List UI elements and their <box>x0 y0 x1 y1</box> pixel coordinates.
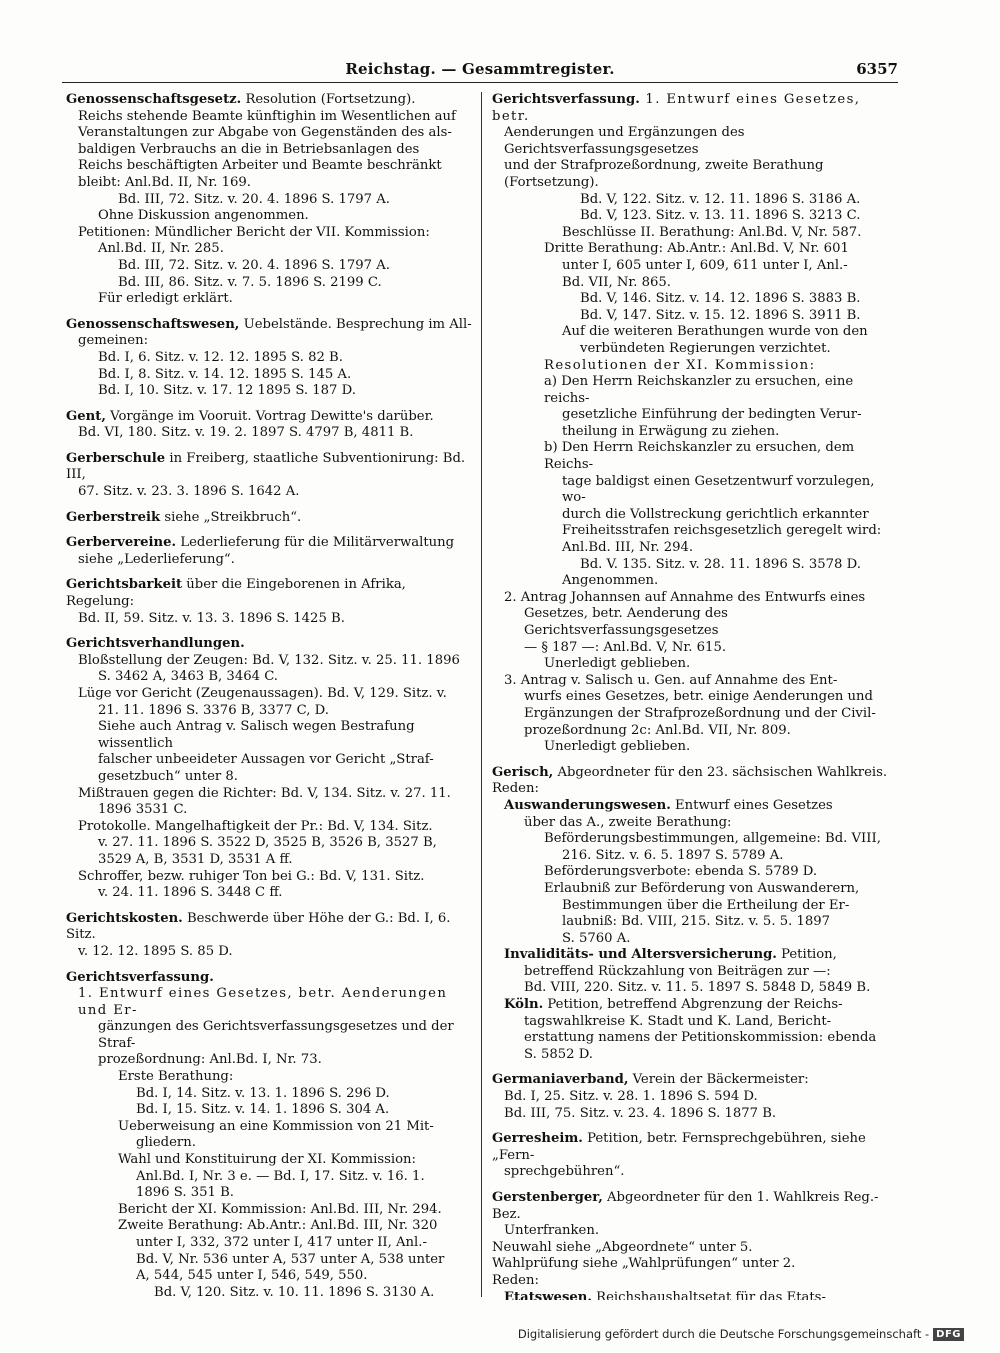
entry-gap <box>492 1122 902 1131</box>
headword: Gerichtsverfassung. <box>66 969 214 985</box>
index-entry-line <box>66 333 476 350</box>
index-entry-line <box>492 590 902 607</box>
index-entry-line <box>66 484 476 501</box>
entry-text: Beförderungsverbote: ebenda S. 5789 D. <box>544 864 818 880</box>
index-entry-line <box>492 739 902 756</box>
index-entry-line <box>492 474 902 507</box>
index-entry-headword-line <box>66 535 476 552</box>
index-entry-line <box>66 1268 476 1285</box>
index-entry-line <box>66 944 476 961</box>
index-entry-line <box>492 1240 902 1257</box>
index-entry-line <box>492 1223 902 1240</box>
index-entry-line <box>492 341 902 358</box>
entry-text: Verein der Bäckermeister: <box>628 1072 809 1088</box>
index-entry-line <box>66 1202 476 1219</box>
index-entry-line <box>66 885 476 902</box>
index-entry-line <box>492 324 902 341</box>
index-entry-line <box>66 1152 476 1169</box>
entry-text: S. 3462 A, 3463 B, 3464 C. <box>98 669 279 685</box>
entry-text: gänzungen des Gerichtsverfassungsgesetzes und der Straf- <box>98 1019 454 1051</box>
index-entry-line <box>66 1218 476 1235</box>
entry-text: Neuwahl siehe „Abgeordnete“ unter 5. <box>492 1239 753 1255</box>
index-entry-line <box>66 383 476 400</box>
index-entry-line <box>66 1169 476 1186</box>
entry-text: Bd. II, 59. Sitz. v. 13. 3. 1896 S. 1425 B. <box>78 610 345 626</box>
entry-text: Beschwerde über Höhe der G.: Bd. I, 6. Sitz. <box>66 910 451 943</box>
entry-text: Resolutionen der XI. Kommission: <box>544 357 816 373</box>
index-entry-line <box>66 986 476 1019</box>
entry-text: 1. Entwurf eines Gesetzes, betr. <box>492 92 861 124</box>
headword: Gerichtsverhandlungen. <box>66 636 245 652</box>
entry-text: Erlaubniß zur Beförderung von Auswanderern, <box>544 880 860 896</box>
entry-text: Bd. VI, 180. Sitz. v. 19. 2. 1897 S. 4797 B, 4811 B. <box>78 425 414 441</box>
index-entry-line <box>492 540 902 557</box>
entry-text: prozeßordnung: Anl.Bd. I, Nr. 73. <box>98 1052 322 1068</box>
index-entry-line <box>66 1252 476 1269</box>
entry-gap <box>66 961 476 970</box>
entry-text: Erste Berathung: <box>118 1069 234 1085</box>
index-entry-line <box>66 669 476 686</box>
index-entry-line <box>66 719 476 752</box>
index-entry-line <box>492 125 902 158</box>
entry-gap <box>66 442 476 451</box>
entry-text: Vorgänge im Vooruit. Vortrag Dewitte's darüber. <box>105 408 434 424</box>
entry-gap <box>66 400 476 409</box>
index-entry-line <box>492 931 902 948</box>
index-entry-line <box>492 723 902 740</box>
index-entry-line <box>492 258 902 275</box>
index-entry-headword-line <box>492 765 902 798</box>
entry-text: Abgeordneter für den 1. Wahlkreis Reg.-Bez. <box>492 1190 879 1222</box>
entry-text: Protokolle. Mangelhaftigkeit der Pr.: Bd. V, 134. Sitz. <box>78 818 433 834</box>
entry-text: Schroffer, bezw. ruhiger Ton bei G.: Bd. V, 131. Sitz. <box>78 868 425 884</box>
entry-text: gesetzliche Einführung der bedingten Verur- <box>562 407 862 423</box>
index-entry-line <box>66 1069 476 1086</box>
entry-text: Unerledigt geblieben. <box>544 656 691 672</box>
entry-text: Ohne Diskussion angenommen. <box>98 208 309 224</box>
entry-text: 3. Antrag v. Salisch u. Gen. auf Annahme des Ent- <box>504 672 838 688</box>
headword: Genossenschaftsgesetz. <box>66 92 242 107</box>
entry-text: Bd. V. 135. Sitz. v. 28. 11. 1896 S. 3578 D. <box>580 556 861 572</box>
index-entry-line <box>492 208 902 225</box>
index-entry-line <box>66 835 476 852</box>
headword: Gerresheim. <box>492 1131 583 1147</box>
index-entry-line <box>492 1089 902 1106</box>
index-entry-headword-line <box>492 1290 902 1300</box>
entry-text: Unerledigt geblieben. <box>544 739 691 755</box>
index-entry-line <box>492 308 902 325</box>
headword: Gerisch, <box>492 764 554 780</box>
index-entry-line <box>492 1047 902 1064</box>
index-entry-line <box>492 1014 902 1031</box>
entry-text: Beförderungsbestimmungen, allgemeine: Bd. VIII, <box>544 831 881 847</box>
index-entry-line <box>492 848 902 865</box>
headword: Gerbervereine. <box>66 535 177 551</box>
index-entry-headword-line <box>66 636 476 653</box>
entry-text: Bd. III, 75. Sitz. v. 23. 4. 1896 S. 1877 B. <box>504 1105 777 1121</box>
entry-text: Bericht der XI. Kommission: Anl.Bd. III, Nr. 294. <box>118 1201 442 1217</box>
entry-text: Bestimmungen über die Ertheilung der Er- <box>562 897 850 913</box>
index-entry-line <box>66 425 476 442</box>
index-entry-line <box>492 507 902 524</box>
entry-text: Lederlieferung für die Militärverwaltung <box>176 535 455 551</box>
index-entry-line <box>492 557 902 574</box>
right-column <box>492 92 902 1300</box>
entry-text: theilung in Erwägung zu ziehen. <box>562 423 780 439</box>
index-entry-line <box>492 291 902 308</box>
footer-credit <box>518 1327 964 1341</box>
entry-text: gesetzbuch“ unter 8. <box>98 768 238 784</box>
entry-text: Dritte Berathung: Ab.Antr.: Anl.Bd. V, Nr. 601 <box>544 241 849 257</box>
entry-text: Uebelstände. Besprechung im All- <box>239 316 472 332</box>
entry-text: 3529 A, B, 3531 D, 3531 A ff. <box>98 851 293 867</box>
index-entry-line <box>66 1119 476 1136</box>
entry-text: und der Strafprozeßordnung, zweite Berathung (Fortsetzung). <box>504 158 824 190</box>
dfg-logo: DFG <box>933 1328 964 1341</box>
index-entry-headword-line <box>66 577 476 610</box>
entry-text: baldigen Verbrauchs an die in Betriebsanlagen des <box>78 141 420 157</box>
entry-text: Beschlüsse II. Berathung: Anl.Bd. V, Nr. 587. <box>562 224 862 240</box>
index-entry-line <box>66 852 476 869</box>
index-entry-line <box>492 1164 902 1181</box>
entry-gap <box>492 1181 902 1190</box>
entry-gap <box>66 526 476 535</box>
index-entry-line <box>66 1135 476 1152</box>
entry-text: Reichshaushaltsetat für das Etats- <box>591 1289 826 1300</box>
index-entry-line <box>492 706 902 723</box>
index-entry-line <box>66 611 476 628</box>
index-entry-line <box>66 653 476 670</box>
entry-text: Entwurf eines Gesetzes <box>670 797 833 813</box>
entry-gap <box>66 627 476 636</box>
entry-text: durch die Vollstreckung gerichtlich erkannter <box>562 506 869 522</box>
index-entry-headword-line <box>66 409 476 426</box>
index-entry-line <box>492 673 902 690</box>
entry-text: a) Den Herrn Reichskanzler zu ersuchen, eine reichs- <box>544 374 854 406</box>
entry-text: b) Den Herrn Reichskanzler zu ersuchen, dem Reichs- <box>544 440 855 473</box>
running-title: Reichstag. — Gesammtregister. <box>345 60 615 78</box>
entry-text: Bd. I, 15. Sitz. v. 14. 1. 1896 S. 304 A. <box>136 1102 390 1118</box>
index-entry-line <box>66 291 476 308</box>
entry-text: Bd. I, 8. Sitz. v. 14. 12. 1895 S. 145 A. <box>98 366 352 382</box>
entry-text: 1. Entwurf eines Gesetzes, betr. Aenderungen und Er- <box>78 986 448 1018</box>
index-entry-line <box>492 815 902 832</box>
entry-text: Veranstaltungen zur Abgabe von Gegenständen des als- <box>78 125 452 141</box>
index-entry-headword-line <box>492 947 902 964</box>
entry-text: verbündeten Regierungen verzichtet. <box>580 340 831 356</box>
index-entry-line <box>66 769 476 786</box>
entry-text: in Freiberg, staatliche Subventionirung: Bd. III, <box>66 450 466 483</box>
index-entry-headword-line <box>66 970 476 987</box>
entry-text: wurfs eines Gesetzes, betr. einige Aenderungen und <box>524 689 873 705</box>
entry-text: — § 187 —: Anl.Bd. V, Nr. 615. <box>524 639 727 655</box>
entry-text: erstattung namens der Petitionskommission: ebenda <box>524 1030 877 1046</box>
entry-text: Bd. I, 6. Sitz. v. 12. 12. 1895 S. 82 B. <box>98 349 343 365</box>
index-entry-line <box>66 125 476 142</box>
index-entry-line <box>492 424 902 441</box>
index-entry-line <box>66 275 476 292</box>
index-entry-line <box>492 1106 902 1123</box>
entry-text: Freiheitsstrafen reichsgesetzlich geregelt wird: <box>562 523 882 539</box>
entry-text: unter I, 332, 372 unter I, 417 unter II, Anl.- <box>136 1235 427 1250</box>
entry-text: über die Eingeborenen in Afrika, Regelung: <box>66 577 406 610</box>
entry-text: v. 24. 11. 1896 S. 3448 C ff. <box>98 885 283 901</box>
entry-text: tagswahlkreise K. Stadt und K. Land, Bericht- <box>524 1013 832 1029</box>
entry-text: Anl.Bd. II, Nr. 285. <box>98 241 224 257</box>
page-number: 6357 <box>856 60 898 78</box>
index-entry-line <box>66 1285 476 1300</box>
entry-text: Wahlprüfung siehe „Wahlprüfungen“ unter 2. <box>492 1256 796 1272</box>
index-entry-line <box>66 786 476 803</box>
entry-text: gliedern. <box>136 1135 196 1151</box>
index-entry-line <box>66 241 476 258</box>
index-entry-line <box>492 407 902 424</box>
index-entry-line <box>66 819 476 836</box>
headword: Genossenschaftswesen, <box>66 316 240 332</box>
entry-text: Lüge vor Gericht (Zeugenaussagen). Bd. V, 129. Sitz. v. <box>78 686 447 701</box>
index-entry-headword-line <box>492 798 902 815</box>
index-entry-line <box>492 864 902 881</box>
index-entry-line <box>492 656 902 673</box>
entry-text: über das A., zweite Berathung: <box>524 814 732 830</box>
index-entry-line <box>492 831 902 848</box>
index-entry-line <box>66 869 476 886</box>
index-entry-line <box>492 440 902 473</box>
entry-text: laubniß: Bd. VIII, 215. Sitz. v. 5. 5. 1897 <box>562 914 831 930</box>
entry-text: Bd. V, 122. Sitz. v. 12. 11. 1896 S. 3186 A. <box>580 191 861 207</box>
index-entry-line <box>66 1086 476 1103</box>
index-entry-headword-line <box>66 911 476 944</box>
entry-text: Aenderungen und Ergänzungen des Gerichtsverfassungsgesetzes <box>504 125 745 157</box>
entry-text: siehe „Lederlieferung“. <box>78 551 235 567</box>
index-entry-line <box>66 142 476 159</box>
left-column <box>66 92 476 1300</box>
index-entry-line <box>66 1052 476 1069</box>
entry-text: Ueberweisung an eine Kommission von 21 Mit- <box>118 1118 434 1134</box>
index-entry-headword-line <box>492 92 902 125</box>
index-entry-line <box>492 192 902 209</box>
index-entry-line <box>492 523 902 540</box>
index-entry-line <box>66 802 476 819</box>
headword: Etatswesen. <box>504 1289 592 1300</box>
entry-gap <box>66 501 476 510</box>
entry-text: Bd. I, 14. Sitz. v. 13. 1. 1896 S. 296 D. <box>136 1085 390 1101</box>
entry-text: Anl.Bd. I, Nr. 3 e. — Bd. I, 17. Sitz. v. 16. 1. <box>136 1168 425 1184</box>
index-entry-line <box>492 640 902 657</box>
entry-text: v. 27. 11. 1896 S. 3522 D, 3525 B, 3526 B, 3527 B, <box>98 835 437 851</box>
headword: Gerberstreik <box>66 509 161 525</box>
entry-text: prozeßordnung 2c: Anl.Bd. VII, Nr. 809. <box>524 722 791 738</box>
entry-text: Mißtrauen gegen die Richter: Bd. V, 134. Sitz. v. 27. 11. <box>78 785 451 801</box>
index-entry-line <box>492 606 902 639</box>
index-entry-line <box>66 703 476 720</box>
headword: Gerichtsbarkeit <box>66 577 183 593</box>
index-entry-line <box>492 1273 902 1290</box>
entry-text: Reichs beschäftigten Arbeiter und Beamte beschränkt <box>78 158 442 174</box>
entry-text: Bd. V, 123. Sitz. v. 13. 11. 1896 S. 3213 C. <box>580 208 861 224</box>
headword: Invaliditäts- und Altersversicherung. <box>504 947 777 963</box>
index-entry-line <box>66 1185 476 1202</box>
headword: Gerichtskosten. <box>66 910 183 926</box>
entry-text: Unterfranken. <box>504 1223 600 1239</box>
index-entry-headword-line <box>66 317 476 334</box>
entry-text: Auf die weiteren Berathungen wurde von den <box>562 324 868 340</box>
index-entry-line <box>66 1235 476 1252</box>
entry-text: 216. Sitz. v. 6. 5. 1897 S. 5789 A. <box>562 847 784 863</box>
entry-text: Siehe auch Antrag v. Salisch wegen Bestrafung wissentlich <box>98 719 415 751</box>
headword: Gent, <box>66 408 106 424</box>
entry-text: S. 5852 D. <box>524 1046 593 1062</box>
index-entry-line <box>492 1030 902 1047</box>
headword: Gerberschule <box>66 450 166 466</box>
entry-text: Bd. I, 25. Sitz. v. 28. 1. 1896 S. 594 D. <box>504 1089 758 1105</box>
entry-text: Bd. V, Nr. 536 unter A, 537 unter A, 538 unter <box>136 1251 445 1267</box>
entry-text: bleibt: Anl.Bd. II, Nr. 169. <box>78 174 251 190</box>
index-entry-line <box>492 689 902 706</box>
index-entry-line <box>492 573 902 590</box>
entry-text: Bd. V, 120. Sitz. v. 10. 11. 1896 S. 3130 A. <box>154 1284 435 1300</box>
index-entry-line <box>66 552 476 569</box>
entry-text: unter I, 605 unter I, 609, 611 unter I, Anl.- <box>562 257 848 273</box>
index-entry-line <box>66 1019 476 1052</box>
index-entry-line <box>492 225 902 242</box>
entry-text: Bd. I, 10. Sitz. v. 17. 12 1895 S. 187 D. <box>98 383 356 399</box>
index-entry-line <box>66 192 476 209</box>
page-header <box>62 58 898 83</box>
index-entry-line <box>492 374 902 407</box>
entry-text: Bd. III, 72. Sitz. v. 20. 4. 1896 S. 1797 A. <box>118 191 390 207</box>
entry-text: Bd. III, 72. Sitz. v. 20. 4. 1896 S. 1797 A. <box>118 257 390 273</box>
entry-text: Angenommen. <box>562 573 659 589</box>
entry-text: Abgeordneter für den 23. sächsischen Wahlkreis. Reden: <box>492 764 888 797</box>
entry-gap <box>66 568 476 577</box>
index-entry-headword-line <box>492 1190 902 1223</box>
entry-text: betreffend Rückzahlung von Beiträgen zur —: <box>524 963 831 979</box>
entry-text: Reichs stehende Beamte künftighin im Wesentlichen auf <box>78 108 456 124</box>
index-entry-line <box>492 914 902 931</box>
index-entry-line <box>492 158 902 191</box>
index-entry-line <box>492 964 902 981</box>
entry-gap <box>492 756 902 765</box>
entry-text: Bd. V, 146. Sitz. v. 14. 12. 1896 S. 3883 B. <box>580 291 861 307</box>
index-entry-line <box>66 258 476 275</box>
entry-text: Bloßstellung der Zeugen: Bd. V, 132. Sitz. v. 25. 11. 1896 <box>78 652 460 668</box>
entry-text: Petitionen: Mündlicher Bericht der VII. Kommission: <box>78 224 430 240</box>
index-entry-line <box>492 358 902 375</box>
index-entry-line <box>66 686 476 703</box>
index-entry-headword-line <box>492 1131 902 1164</box>
index-entry-headword-line <box>492 997 902 1014</box>
index-entry-line <box>492 898 902 915</box>
entry-text: Für erledigt erklärt. <box>98 291 233 307</box>
index-entry-line <box>66 752 476 769</box>
entry-text: Zweite Berathung: Ab.Antr.: Anl.Bd. III, Nr. 320 <box>118 1218 438 1234</box>
entry-text: gemeinen: <box>78 333 149 349</box>
entry-text: siehe „Streikbruch“. <box>160 509 302 525</box>
index-entry-line <box>66 350 476 367</box>
index-entry-line <box>66 109 476 126</box>
index-entry-line <box>492 881 902 898</box>
entry-text: Bd. III, 86. Sitz. v. 7. 5. 1896 S. 2199 C. <box>118 274 382 290</box>
entry-text: Gesetzes, betr. Aenderung des Gerichtsverfassungsgesetzes <box>524 606 728 638</box>
headword: Gerstenberger, <box>492 1190 603 1205</box>
index-entry-line <box>492 275 902 292</box>
entry-text: Anl.Bd. III, Nr. 294. <box>562 540 694 556</box>
entry-text: sprechgebühren“. <box>504 1164 625 1180</box>
entry-text: Petition, <box>776 947 837 963</box>
index-entry-line <box>66 225 476 242</box>
entry-text: tage baldigst einen Gesetzentwurf vorzulegen, wo- <box>562 473 875 506</box>
headword: Köln. <box>504 997 544 1013</box>
entry-text: Resolution (Fortsetzung). <box>241 92 416 107</box>
entry-text: Bd. VIII, 220. Sitz. v. 11. 5. 1897 S. 5848 D, 5849 B. <box>524 980 871 996</box>
index-entry-headword-line <box>66 92 476 109</box>
index-entry-line <box>66 208 476 225</box>
footer-text: Digitalisierung gefördert durch die Deutsche Forschungsgemeinschaft - <box>517 1327 930 1341</box>
entry-text: v. 12. 12. 1895 S. 85 D. <box>78 943 233 959</box>
index-entry-headword-line <box>66 451 476 484</box>
entry-text: 1896 S. 351 B. <box>136 1185 234 1201</box>
column-divider <box>481 92 482 1297</box>
index-entry-line <box>66 367 476 384</box>
entry-text: Petition, betr. Fernsprechgebühren, siehe „Fern- <box>492 1131 866 1163</box>
entry-gap <box>66 308 476 317</box>
entry-text: Bd. V, 147. Sitz. v. 15. 12. 1896 S. 3911 B. <box>580 307 861 323</box>
index-entry-line <box>66 175 476 192</box>
headword: Gerichtsverfassung. <box>492 92 640 107</box>
entry-text: Reden: <box>492 1272 539 1288</box>
index-entry-line <box>66 158 476 175</box>
entry-text: Bd. VII, Nr. 865. <box>562 274 671 290</box>
entry-text: S. 5760 A. <box>562 930 631 946</box>
entry-text: Wahl und Konstituirung der XI. Kommission: <box>118 1152 416 1168</box>
entry-gap <box>492 1063 902 1072</box>
entry-text: falscher unbeeideter Aussagen vor Gericht „Straf- <box>98 752 434 768</box>
index-entry-headword-line <box>492 1072 902 1089</box>
index-entry-headword-line <box>66 510 476 527</box>
entry-text: 2. Antrag Johannsen auf Annahme des Entwurfs eines <box>504 589 866 605</box>
entry-text: 1896 3531 C. <box>98 802 188 818</box>
entry-gap <box>66 902 476 911</box>
index-entry-line <box>66 1102 476 1119</box>
index-entry-line <box>492 241 902 258</box>
index-entry-line <box>492 1256 902 1273</box>
entry-text: Petition, betreffend Abgrenzung der Reichs- <box>543 997 843 1013</box>
entry-text: A, 544, 545 unter I, 546, 549, 550. <box>136 1268 368 1284</box>
headword: Germaniaverband, <box>492 1072 629 1088</box>
headword: Auswanderungswesen. <box>504 797 671 813</box>
entry-text: 67. Sitz. v. 23. 3. 1896 S. 1642 A. <box>78 484 300 500</box>
entry-text: Ergänzungen der Strafprozeßordnung und der Civil- <box>524 705 876 721</box>
index-entry-line <box>492 980 902 997</box>
entry-text: 21. 11. 1896 S. 3376 B, 3377 C, D. <box>98 702 329 718</box>
